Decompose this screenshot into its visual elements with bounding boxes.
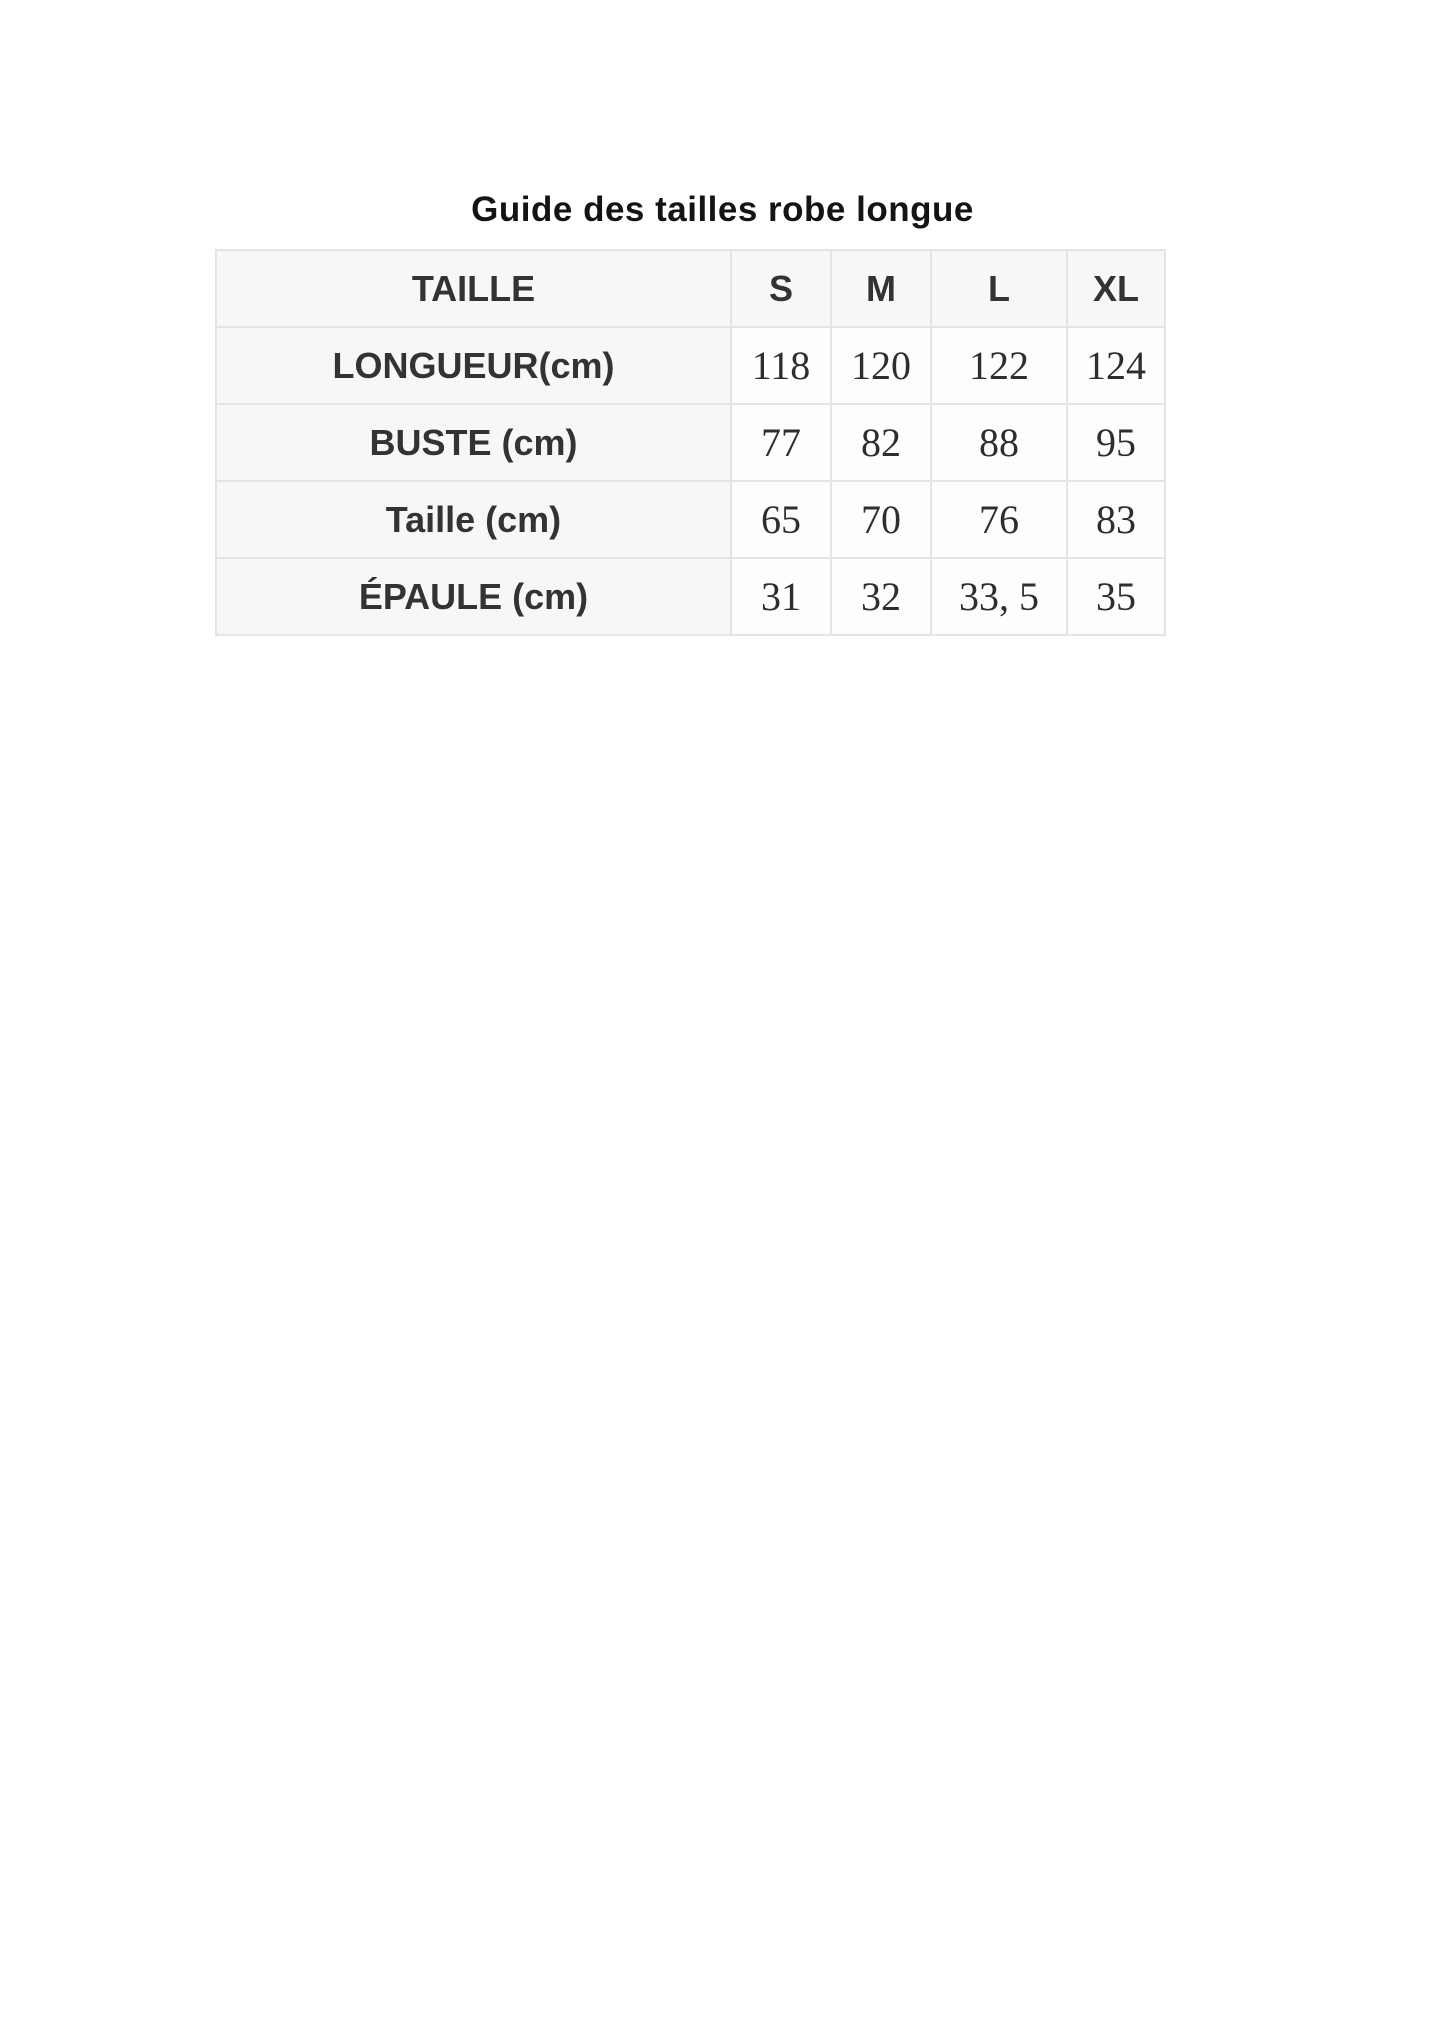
value-cell-epaule-xl: 35 — [1067, 558, 1165, 635]
size-header-s: S — [731, 250, 831, 327]
value-cell-longueur-xl: 124 — [1067, 327, 1165, 404]
value-cell-buste-m: 82 — [831, 404, 931, 481]
value-cell-buste-s: 77 — [731, 404, 831, 481]
table-row-taille — [216, 481, 1165, 558]
header-row — [216, 250, 1165, 327]
row-label-epaule: ÉPAULE (cm) — [216, 558, 731, 635]
row-label-taille: Taille (cm) — [216, 481, 731, 558]
size-header-xl: XL — [1067, 250, 1165, 327]
table-row-buste — [216, 404, 1165, 481]
corner-header-cell: TAILLE — [216, 250, 731, 327]
value-cell-longueur-l: 122 — [931, 327, 1067, 404]
value-cell-epaule-s: 31 — [731, 558, 831, 635]
size-header-m: M — [831, 250, 931, 327]
value-cell-buste-xl: 95 — [1067, 404, 1165, 481]
value-cell-epaule-m: 32 — [831, 558, 931, 635]
table-row-longueur — [216, 327, 1165, 404]
row-label-buste: BUSTE (cm) — [216, 404, 731, 481]
value-cell-taille-l: 76 — [931, 481, 1067, 558]
value-cell-taille-s: 65 — [731, 481, 831, 558]
value-cell-longueur-m: 120 — [831, 327, 931, 404]
size-chart-table — [215, 249, 1166, 636]
value-cell-longueur-s: 118 — [731, 327, 831, 404]
value-cell-buste-l: 88 — [931, 404, 1067, 481]
value-cell-taille-xl: 83 — [1067, 481, 1165, 558]
size-header-l: L — [931, 250, 1067, 327]
table-row-epaule — [216, 558, 1165, 635]
row-label-longueur: LONGUEUR(cm) — [216, 327, 731, 404]
value-cell-taille-m: 70 — [831, 481, 931, 558]
value-cell-epaule-l: 33, 5 — [931, 558, 1067, 635]
page-title: Guide des tailles robe longue — [471, 190, 974, 229]
